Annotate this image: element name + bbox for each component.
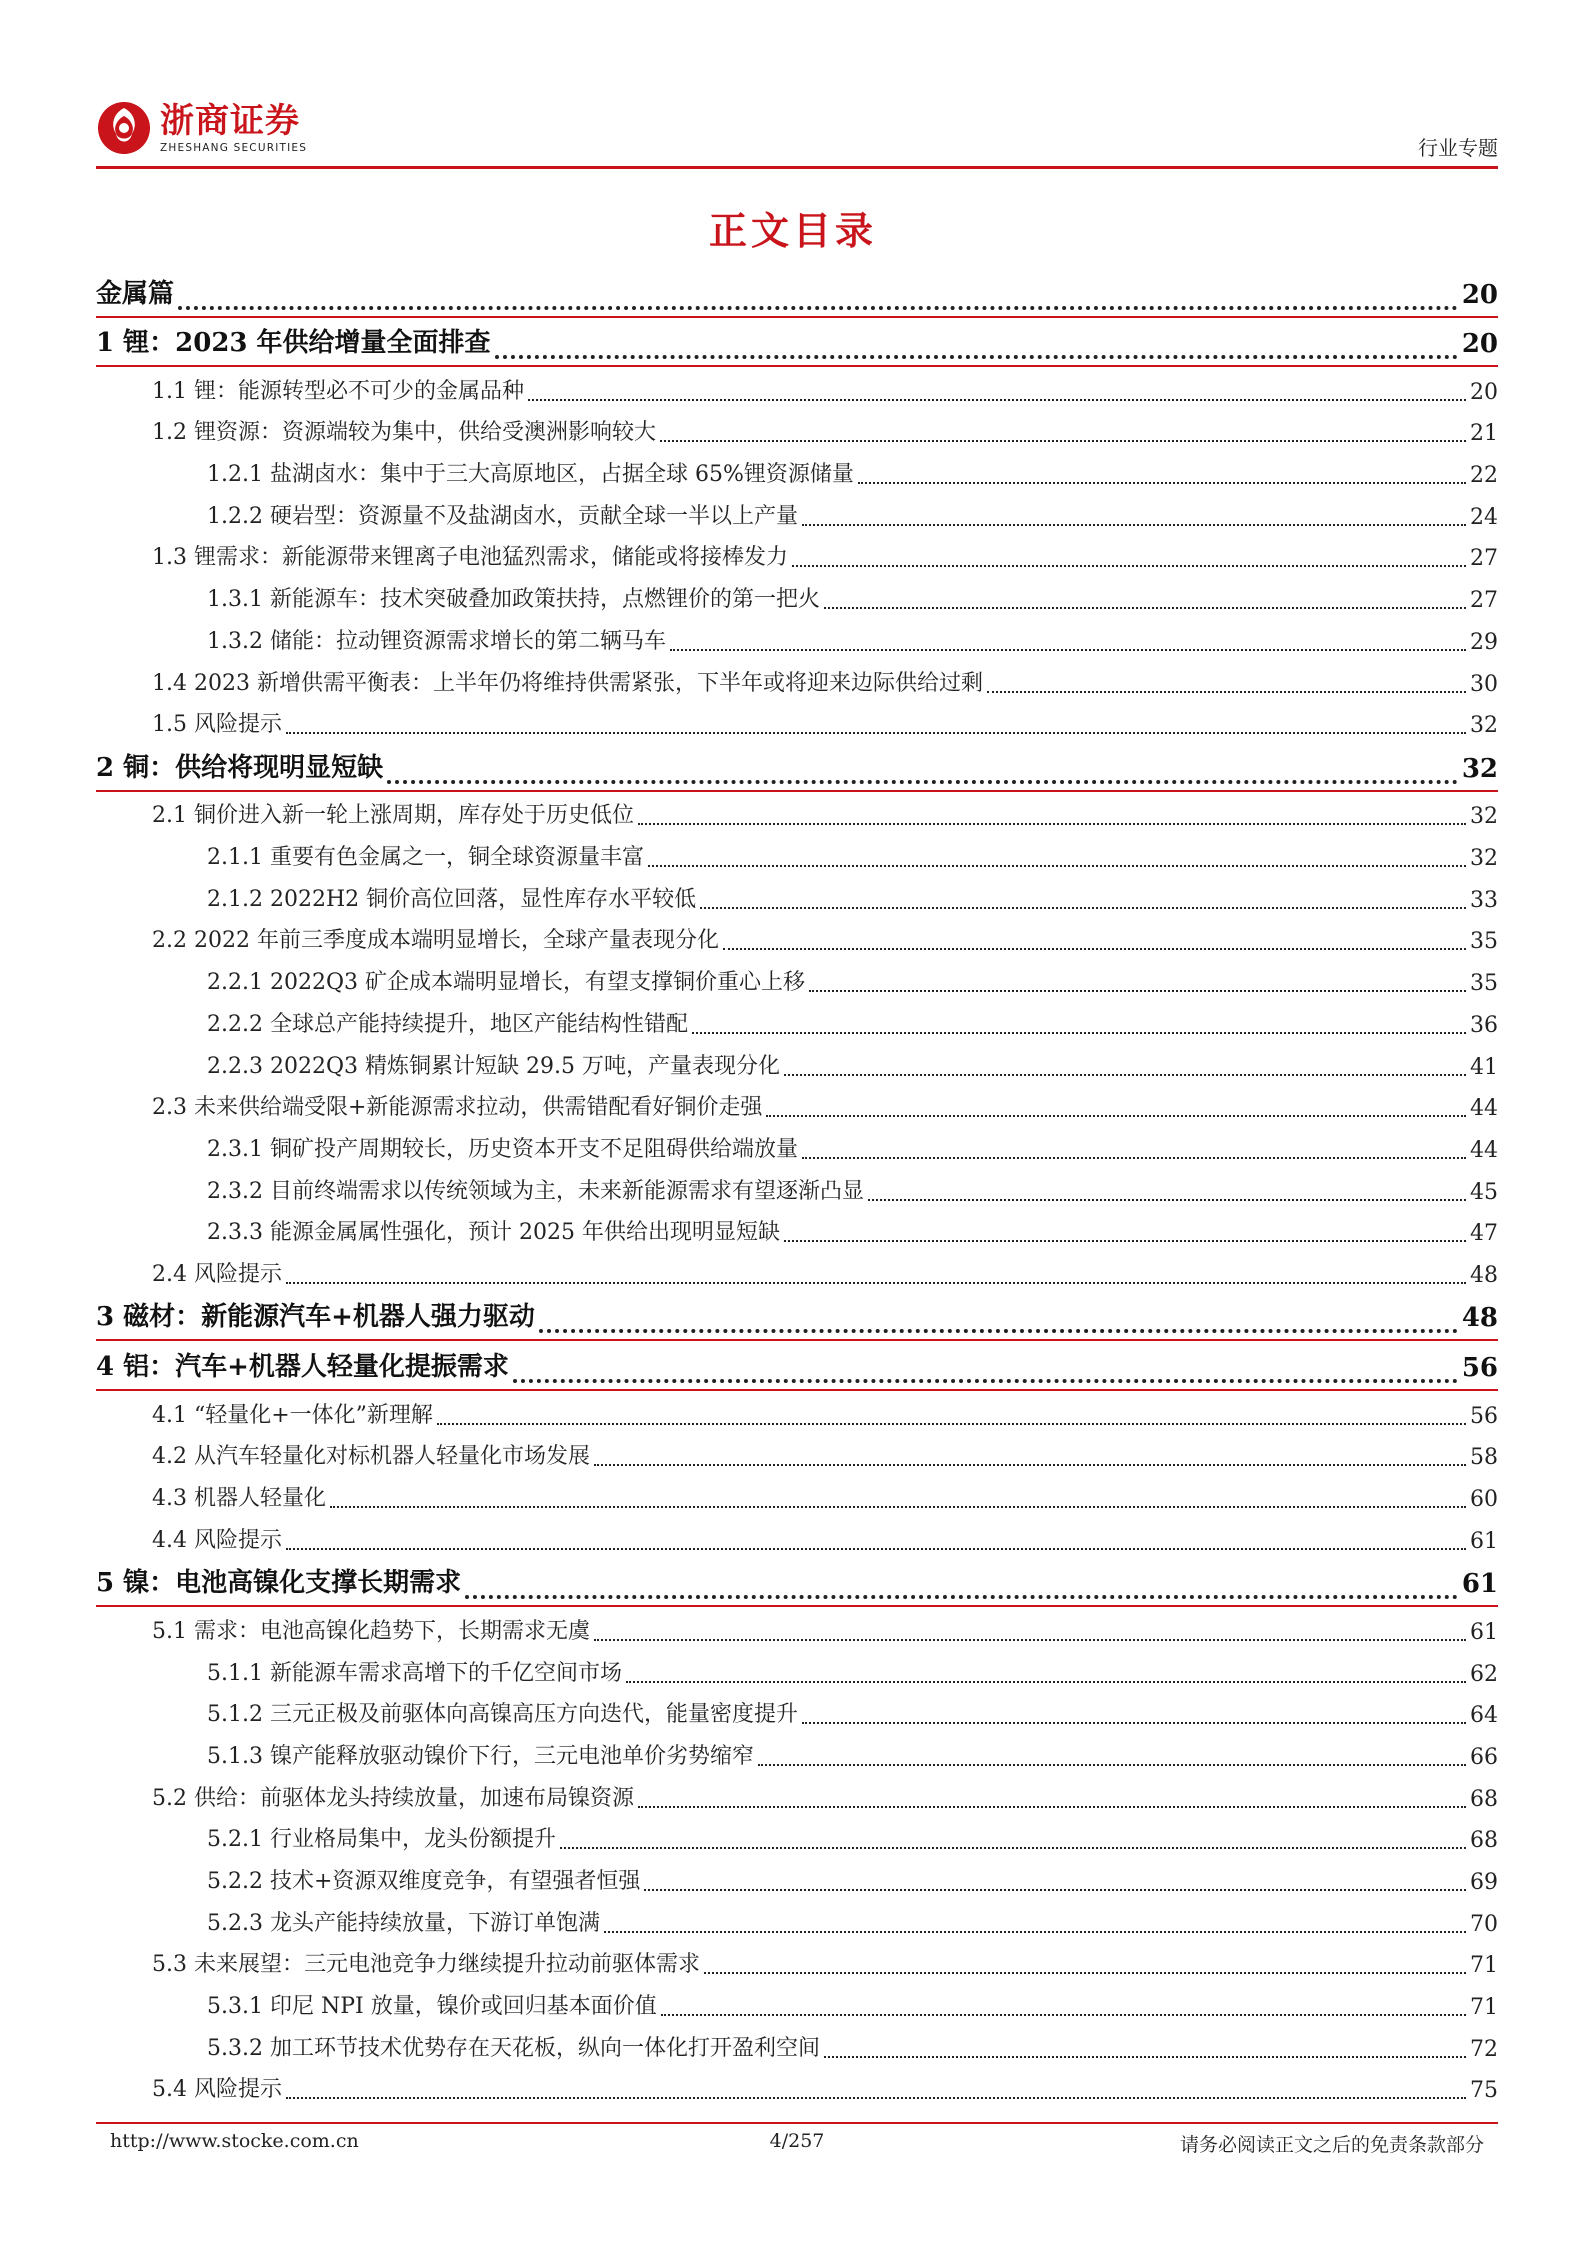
toc-entry-page-number: 20 [1461, 279, 1498, 310]
toc-section-entry[interactable] [96, 1899, 1498, 1941]
toc-dot-leader [868, 1199, 1466, 1201]
toc-dot-leader [528, 399, 1466, 401]
toc-entry-label: 1.2 锂资源：资源端较为集中，供给受澳洲影响较大 [152, 420, 656, 446]
toc-entry-page-number: 56 [1461, 1352, 1498, 1383]
toc-entry-page-number: 32 [1470, 713, 1498, 739]
toc-dot-leader [802, 1157, 1466, 1159]
toc-entry-label: 4 铝：汽车+机器人轻量化提振需求 [96, 1351, 509, 1382]
toc-entry-page-number: 29 [1470, 629, 1498, 655]
toc-dot-leader [723, 948, 1466, 950]
toc-entry-label: 5.1 需求：电池高镍化趋势下，长期需求无虞 [152, 1618, 590, 1644]
toc-entry-page-number: 20 [1470, 379, 1498, 405]
toc-section-entry[interactable] [96, 409, 1498, 451]
toc-dot-leader [692, 1032, 1466, 1034]
toc-dot-leader [539, 1329, 1458, 1333]
toc-entry-label: 5.2.2 技术+资源双维度竞争，有望强者恒强 [207, 1869, 641, 1894]
toc-section-entry[interactable] [96, 1941, 1498, 1983]
toc-section-entry[interactable] [96, 1433, 1498, 1475]
toc-section-entry[interactable] [96, 1125, 1498, 1167]
toc-entry-label: 5 镍：电池高镍化支撑长期需求 [96, 1568, 462, 1599]
toc-section-entry[interactable] [96, 2024, 1498, 2066]
toc-dot-leader [644, 1889, 1466, 1891]
toc-dot-leader [604, 1931, 1466, 1933]
toc-section-entry[interactable] [96, 492, 1498, 534]
toc-section-entry[interactable] [96, 534, 1498, 576]
toc-dot-leader [704, 1972, 1466, 1974]
toc-section-entry[interactable] [96, 1732, 1498, 1774]
toc-entry-page-number: 68 [1470, 1828, 1498, 1854]
toc-entry-page-number: 75 [1470, 2078, 1498, 2104]
toc-dot-leader [513, 1379, 1458, 1383]
toc-entry-label: 5.4 风险提示 [152, 2077, 282, 2103]
toc-section-entry[interactable] [96, 958, 1498, 1000]
toc-dot-leader [286, 1282, 1466, 1284]
toc-section-entry[interactable] [96, 617, 1498, 659]
toc-entry-label: 2.1.1 重要有色金属之一，铜全球资源量丰富 [207, 845, 644, 871]
toc-entry-label: 2.2.2 全球总产能持续提升，地区产能结构性错配 [207, 1011, 688, 1037]
toc-entry-label: 5.2.3 龙头产能持续放量，下游订单饱满 [207, 1910, 600, 1936]
toc-entry-page-number: 61 [1470, 1619, 1498, 1645]
toc-entry-page-number: 41 [1470, 1054, 1498, 1080]
toc-dot-leader [809, 990, 1466, 992]
toc-dot-leader [626, 1681, 1466, 1683]
toc-section-entry[interactable] [96, 1474, 1498, 1516]
toc-section-entry[interactable] [96, 1000, 1498, 1042]
footer-disclaimer: 请务必阅读正文之后的免责条款部分 [1179, 2134, 1484, 2156]
toc-entry-page-number: 44 [1470, 1096, 1498, 1122]
toc-section-entry[interactable] [96, 792, 1498, 834]
toc-section-entry[interactable] [96, 450, 1498, 492]
toc-entry-label: 1.3.1 新能源车：技术突破叠加政策扶持，点燃锂价的第一把火 [207, 587, 820, 613]
toc-entry-page-number: 24 [1470, 504, 1498, 530]
toc-dot-leader [330, 1506, 1466, 1508]
report-category: 行业专题 [1418, 136, 1498, 160]
toc-dot-leader [661, 2014, 1466, 2016]
toc-entry-label: 1.2.2 硬岩型：资源量不及盐湖卤水，贡献全球一半以上产量 [207, 503, 798, 529]
footer-page-number: 4/257 [769, 2130, 825, 2152]
toc-section-entry[interactable] [96, 1857, 1498, 1899]
logo-english-name: ZHESHANG SECURITIES [160, 142, 308, 154]
toc-entry-label: 2 铜：供给将现明显短缺 [96, 752, 384, 783]
toc-dot-leader [766, 1115, 1466, 1117]
toc-entry-label: 2.3.1 铜矿投产周期较长，历史资本开支不足阻碍供给端放量 [207, 1136, 798, 1162]
toc-dot-leader [594, 1464, 1466, 1466]
toc-dot-leader [560, 1847, 1466, 1849]
toc-entry-label: 5.1.3 镍产能释放驱动镍价下行，三元电池单价劣势缩窄 [207, 1743, 754, 1769]
toc-entry-label: 5.3 未来展望：三元电池竞争力继续提升拉动前驱体需求 [152, 1952, 700, 1978]
toc-entry-page-number: 72 [1470, 2036, 1498, 2062]
toc-entry-label: 1.2.1 盐湖卤水：集中于三大高原地区，占据全球 65%锂资源储量 [207, 462, 854, 488]
toc-dot-leader [987, 691, 1466, 693]
toc-chapter-entry[interactable] [96, 742, 1498, 792]
toc-entry-page-number: 71 [1470, 1953, 1498, 1979]
toc-entry-page-number: 66 [1470, 1744, 1498, 1770]
footer-url[interactable]: http://www.stocke.com.cn [110, 2130, 359, 2152]
toc-entry-label: 1.1 锂：能源转型必不可少的金属品种 [152, 378, 524, 404]
page-footer [96, 2130, 1498, 2158]
toc-entry-label: 2.3 未来供给端受限+新能源需求拉动，供需错配看好铜价走强 [152, 1095, 763, 1121]
page-title: 正文目录 [708, 208, 877, 253]
toc-entry-page-number: 61 [1461, 1569, 1498, 1600]
toc-dot-leader [638, 1806, 1466, 1808]
toc-entry-page-number: 60 [1470, 1487, 1498, 1512]
toc-section-entry[interactable] [96, 1209, 1498, 1251]
toc-entry-label: 金属篇 [96, 278, 175, 309]
toc-dot-leader [437, 1423, 1466, 1425]
toc-entry-page-number: 44 [1470, 1137, 1498, 1163]
header-divider [96, 166, 1498, 169]
toc-dot-leader [670, 649, 1466, 651]
toc-entry-page-number: 22 [1470, 463, 1498, 489]
toc-section-entry[interactable] [96, 1649, 1498, 1691]
toc-section-entry[interactable] [96, 367, 1498, 409]
toc-entry-label: 5.1.2 三元正极及前驱体向高镍高压方向迭代，能量密度提升 [207, 1702, 798, 1728]
toc-section-entry[interactable] [96, 1250, 1498, 1292]
toc-entry-page-number: 35 [1470, 971, 1498, 997]
toc-entry-page-number: 36 [1470, 1012, 1498, 1038]
toc-section-entry[interactable] [96, 1816, 1498, 1858]
toc-dot-leader [387, 780, 1458, 784]
toc-entry-page-number: 27 [1470, 546, 1498, 572]
toc-entry-label: 5.2 供给：前驱体龙头持续放量，加速布局镍资源 [152, 1785, 634, 1811]
toc-entry-page-number: 47 [1470, 1221, 1498, 1247]
toc-section-entry[interactable] [96, 659, 1498, 701]
toc-entry-label: 2.4 风险提示 [152, 1261, 282, 1287]
toc-entry-page-number: 32 [1470, 846, 1498, 872]
toc-section-entry[interactable] [96, 701, 1498, 743]
toc-chapter-entry[interactable] [96, 1292, 1498, 1342]
toc-section-entry[interactable] [96, 2066, 1498, 2108]
toc-entry-page-number: 69 [1470, 1870, 1498, 1895]
toc-entry-page-number: 45 [1470, 1179, 1498, 1205]
toc-entry-page-number: 32 [1470, 804, 1498, 830]
footer-divider [96, 2122, 1498, 2124]
toc-section-entry[interactable] [96, 833, 1498, 875]
toc-chapter-entry[interactable] [96, 1558, 1498, 1608]
toc-section-entry[interactable] [96, 1607, 1498, 1649]
company-logo [96, 100, 307, 156]
toc-dot-leader [465, 1595, 1458, 1599]
toc-entry-page-number: 21 [1470, 421, 1498, 447]
toc-entry-page-number: 62 [1470, 1661, 1498, 1687]
toc-dot-leader [802, 524, 1466, 526]
toc-entry-page-number: 71 [1470, 1995, 1498, 2021]
toc-dot-leader [824, 607, 1466, 609]
toc-entry-page-number: 20 [1461, 329, 1498, 359]
toc-dot-leader [858, 482, 1466, 484]
table-of-contents [96, 268, 1498, 2107]
toc-entry-label: 4.2 从汽车轻量化对标机器人轻量化市场发展 [152, 1444, 590, 1470]
toc-entry-page-number: 61 [1470, 1528, 1498, 1554]
toc-entry-label: 1.3.2 储能：拉动锂资源需求增长的第二辆马车 [207, 628, 666, 654]
toc-entry-page-number: 48 [1470, 1262, 1498, 1288]
toc-section-entry[interactable] [96, 917, 1498, 959]
toc-entry-label: 5.3.2 加工环节技术优势存在天花板，纵向一体化打开盈利空间 [207, 2035, 820, 2061]
toc-dot-leader [638, 823, 1466, 825]
toc-entry-label: 1 锂：2023 年供给增量全面排查 [96, 328, 491, 358]
toc-chapter-entry[interactable] [96, 268, 1498, 318]
toc-entry-label: 2.1 铜价进入新一轮上涨周期，库存处于历史低位 [152, 803, 634, 829]
toc-entry-page-number: 30 [1470, 671, 1498, 697]
toc-dot-leader [784, 1074, 1466, 1076]
toc-entry-label: 5.1.1 新能源车需求高增下的千亿空间市场 [207, 1660, 622, 1686]
toc-dot-leader [648, 865, 1466, 867]
toc-entry-label: 2.2 2022 年前三季度成本端明显增长，全球产量表现分化 [152, 928, 719, 954]
toc-entry-label: 4.1 “轻量化+一体化”新理解 [152, 1402, 433, 1428]
toc-dot-leader [178, 306, 1458, 310]
toc-entry-page-number: 58 [1470, 1445, 1498, 1471]
toc-entry-page-number: 68 [1470, 1786, 1498, 1812]
toc-entry-label: 4.4 风险提示 [152, 1527, 282, 1553]
toc-dot-leader [594, 1639, 1466, 1641]
toc-dot-leader [700, 907, 1466, 909]
toc-section-entry[interactable] [96, 1084, 1498, 1126]
toc-dot-leader [824, 2056, 1466, 2058]
toc-entry-label: 2.3.2 目前终端需求以传统领域为主，未来新能源需求有望逐渐凸显 [207, 1178, 864, 1204]
toc-dot-leader [784, 1240, 1466, 1242]
toc-entry-label: 1.5 风险提示 [152, 712, 282, 738]
toc-entry-label: 5.3.1 印尼 NPI 放量，镍价或回归基本面价值 [207, 1994, 657, 2020]
toc-entry-label: 1.4 2023 新增供需平衡表：上半年仍将维持供需紧张，下半年或将迎来边际供给过剩 [152, 670, 983, 696]
toc-dot-leader [660, 440, 1466, 442]
toc-entry-label: 3 磁材：新能源汽车+机器人强力驱动 [96, 1302, 535, 1333]
toc-entry-label: 4.3 机器人轻量化 [152, 1486, 326, 1511]
toc-dot-leader [286, 732, 1466, 734]
toc-section-entry[interactable] [96, 1391, 1498, 1433]
toc-section-entry[interactable] [96, 1691, 1498, 1733]
toc-entry-page-number: 56 [1470, 1403, 1498, 1429]
toc-entry-page-number: 32 [1461, 753, 1498, 784]
toc-section-entry[interactable] [96, 1516, 1498, 1558]
toc-entry-page-number: 33 [1470, 887, 1498, 913]
toc-entry-page-number: 35 [1470, 929, 1498, 955]
toc-section-entry[interactable] [96, 1167, 1498, 1209]
logo-chinese-name: 浙商证券 [160, 101, 300, 141]
toc-section-entry[interactable] [96, 1774, 1498, 1816]
toc-entry-label: 2.2.3 2022Q3 精炼铜累计短缺 29.5 万吨，产量表现分化 [207, 1053, 780, 1079]
toc-section-entry[interactable] [96, 875, 1498, 917]
toc-entry-page-number: 64 [1470, 1703, 1498, 1729]
toc-section-entry[interactable] [96, 1982, 1498, 2024]
toc-dot-leader [792, 565, 1466, 567]
toc-entry-label: 2.1.2 2022H2 铜价高位回落，显性库存水平较低 [207, 886, 697, 912]
toc-entry-label: 1.3 锂需求：新能源带来锂离子电池猛烈需求，储能或将接棒发力 [152, 545, 788, 571]
zheshang-logo-icon [96, 100, 152, 156]
toc-dot-leader [495, 355, 1458, 359]
toc-dot-leader [802, 1722, 1466, 1724]
toc-entry-page-number: 70 [1470, 1911, 1498, 1937]
toc-section-entry[interactable] [96, 575, 1498, 617]
toc-entry-page-number: 27 [1470, 588, 1498, 614]
toc-entry-label: 2.3.3 能源金属属性强化，预计 2025 年供给出现明显短缺 [207, 1220, 780, 1246]
toc-chapter-entry[interactable] [96, 1341, 1498, 1391]
toc-entry-label: 5.2.1 行业格局集中，龙头份额提升 [207, 1827, 556, 1853]
toc-dot-leader [758, 1764, 1466, 1766]
toc-section-entry[interactable] [96, 1042, 1498, 1084]
toc-entry-page-number: 48 [1461, 1303, 1498, 1334]
toc-dot-leader [286, 1548, 1466, 1550]
page-header [96, 100, 1498, 170]
toc-dot-leader [286, 2097, 1466, 2099]
toc-chapter-entry[interactable] [96, 318, 1498, 368]
toc-entry-label: 2.2.1 2022Q3 矿企成本端明显增长，有望支撑铜价重心上移 [207, 970, 805, 996]
